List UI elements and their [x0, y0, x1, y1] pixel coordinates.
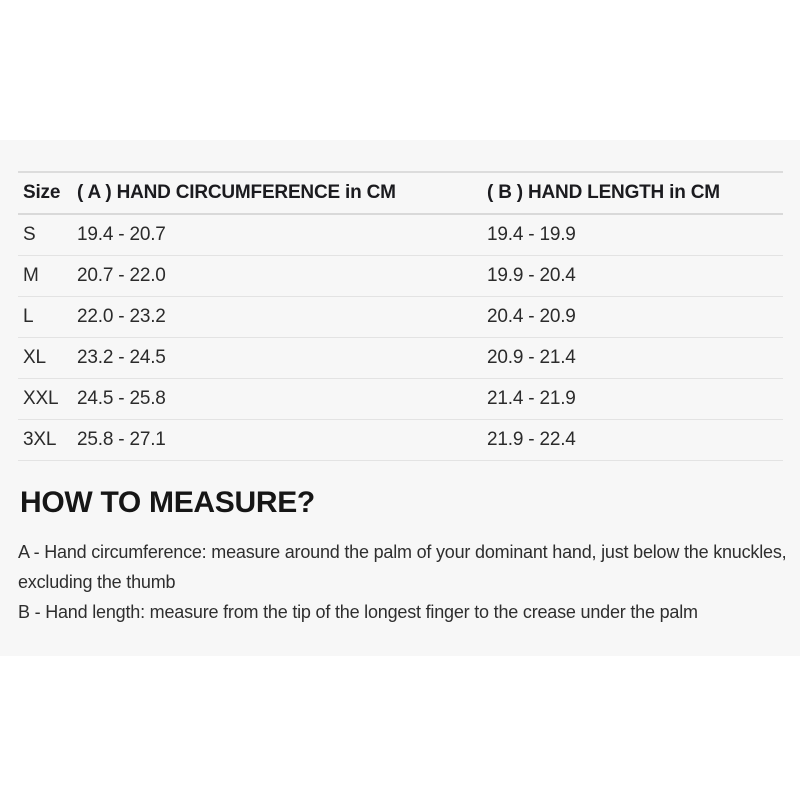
- length-value: 21.4 - 21.9: [487, 388, 576, 409]
- length-value: 19.9 - 20.4: [487, 265, 576, 286]
- table-row-m: [18, 256, 783, 297]
- circumference-value: 20.7 - 22.0: [77, 265, 166, 286]
- table-row-l: [18, 297, 783, 338]
- length-value: 20.9 - 21.4: [487, 347, 576, 368]
- size-label: M: [23, 265, 39, 286]
- table-row-s: [18, 215, 783, 256]
- size-label: 3XL: [23, 429, 57, 450]
- table-row-xl: [18, 338, 783, 379]
- circumference-value: 23.2 - 24.5: [77, 347, 166, 368]
- circumference-value: 24.5 - 25.8: [77, 388, 166, 409]
- circumference-value: 25.8 - 27.1: [77, 429, 166, 450]
- size-label: XXL: [23, 388, 59, 409]
- how-to-measure-heading: HOW TO MEASURE?: [20, 486, 315, 519]
- length-value: 20.4 - 20.9: [487, 306, 576, 327]
- size-label: L: [23, 306, 34, 327]
- column-header-size: Size: [23, 182, 61, 203]
- column-header-hand-circumference: ( A ) HAND CIRCUMFERENCE in CM: [77, 182, 396, 203]
- length-value: 21.9 - 22.4: [487, 429, 576, 450]
- circumference-value: 22.0 - 23.2: [77, 306, 166, 327]
- instruction-hand-length: B - Hand length: measure from the tip of the longest finger to the crease under the palm: [18, 602, 698, 622]
- measure-instructions: [18, 537, 798, 627]
- size-guide-panel: [0, 140, 800, 656]
- instruction-hand-circumference: A - Hand circumference: measure around the palm of your dominant hand, just below the knuckles, excluding the thumb: [18, 542, 787, 592]
- size-label: XL: [23, 347, 46, 368]
- length-value: 19.4 - 19.9: [487, 224, 576, 245]
- size-table-header-row: [18, 171, 783, 215]
- circumference-value: 19.4 - 20.7: [77, 224, 166, 245]
- size-table: [18, 171, 783, 461]
- size-guide-content: [0, 140, 800, 627]
- size-label: S: [23, 224, 36, 245]
- column-header-hand-length: ( B ) HAND LENGTH in CM: [487, 182, 720, 203]
- table-row-xxl: [18, 379, 783, 420]
- table-row-3xl: [18, 420, 783, 461]
